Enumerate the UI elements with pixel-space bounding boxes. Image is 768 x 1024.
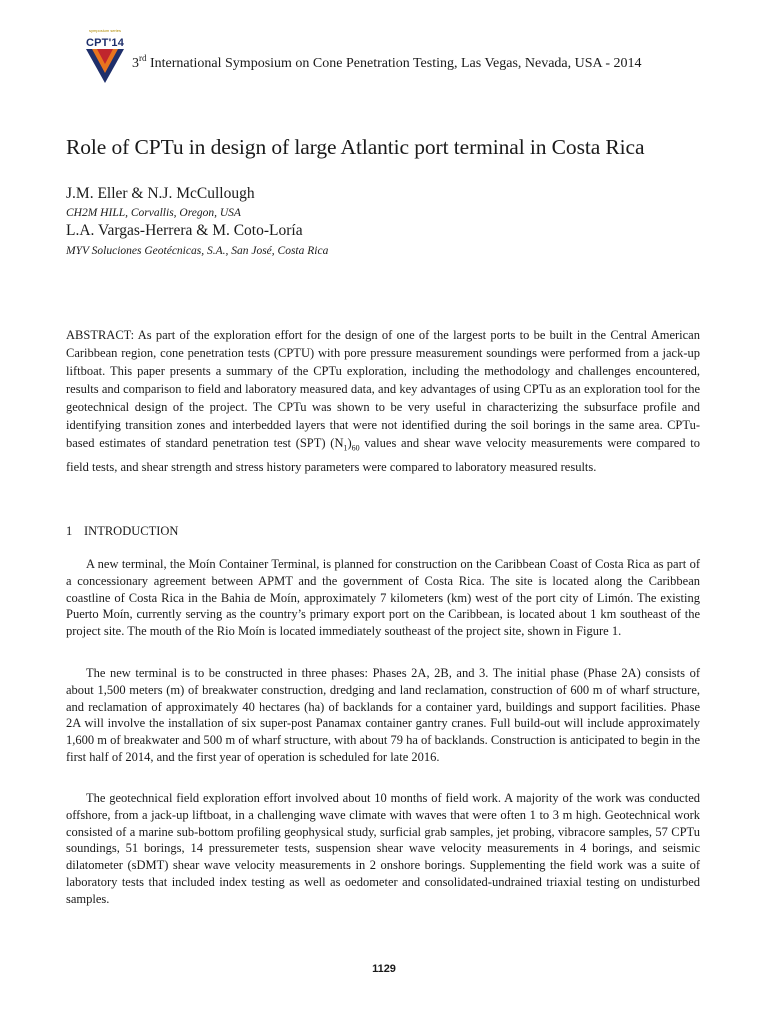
section-title: INTRODUCTION bbox=[84, 524, 179, 538]
authors-line-1: J.M. Eller & N.J. McCullough bbox=[66, 185, 255, 202]
paper-title: Role of CPTu in design of large Atlantic port terminal in Costa Rica bbox=[66, 135, 645, 159]
intro-paragraph-1: A new terminal, the Moín Container Terminal, is planned for construction on the Caribbean Coast of Costa Rica as part of a concessionary agreement between APMT and the government of Costa Rica. The site is located along the Caribbean coastline of Costa Rica in the Bahia de Moín, approximately 7 kilometers (km) west of the port city of Limón. The existing Puerto Moín, currently serving as the country’s primary export port on the Caribbean, is located about 1 km southeast of the project site. The mouth of the Rio Moín is located immediately southeast of the project site, shown in Figure 1. bbox=[66, 557, 700, 639]
abstract-text-part-2: ) bbox=[347, 436, 352, 450]
page-number: 1129 bbox=[372, 963, 396, 975]
abstract-subscript-1: 1 bbox=[343, 443, 348, 453]
affiliation-line-1: CH2M HILL, Corvallis, Oregon, USA bbox=[66, 207, 241, 219]
intro-paragraph-2: The new terminal is to be constructed in three phases: Phases 2A, 2B, and 3. The initial phase (Phase 2A) consists of about 1,500 meters (m) of breakwater construction, dredging and land reclamation, construction of 600 m of wharf structure, and reclamation of approximately 40 hectares (ha) of backlands for a container yard, buildings and support facilities. Phase 2A will involve the installation of six super-post Panamax container gantry cranes. Full build-out will include approximately 1,600 m of breakwater and 500 m of wharf structure, with about 79 ha of backlands. Construction is anticipated to begin in the first half of 2014, and the first year of operation is scheduled for late 2016. bbox=[66, 666, 700, 764]
symposium-ordinal-suffix: rd bbox=[139, 53, 147, 63]
abstract-text-part-3: values and shear wave velocity measurements were compared to field tests, and shear strength and stress history parameters were compared to laboratory measured results. bbox=[66, 436, 700, 474]
section-heading-introduction bbox=[66, 524, 178, 539]
intro-paragraph-3: The geotechnical field exploration effort involved about 10 months of field work. A majority of the work was conducted offshore, from a jack-up liftboat, in a challenging wave climate with waves that were often 1 to 3 m high. Geotechnical work consisted of a marine sub-bottom profiling geophysical study, surficial grab samples, jet probing, vibracore samples, 57 CPTu soundings, 51 borings, 14 pressuremeter tests, suspension shear wave velocity measurements in 4 borings, and seismic dilatometer (sDMT) shear wave velocity measurements in 2 onshore borings. Supplementing the field work was a suite of laboratory tests that included index testing as well as oedometer and consolidated-undrained triaxial testing on undisturbed samples. bbox=[66, 791, 700, 906]
authors-line-2: L.A. Vargas-Herrera & M. Coto-Loría bbox=[66, 222, 303, 239]
symposium-line bbox=[132, 53, 642, 72]
logo-chevron-icon bbox=[86, 49, 124, 83]
section-number: 1 bbox=[66, 524, 73, 538]
symposium-ordinal: 3 bbox=[132, 56, 139, 71]
page-header bbox=[68, 28, 708, 88]
abstract-subscript-60: 60 bbox=[351, 443, 360, 453]
logo-text: CPT'14 bbox=[85, 37, 125, 49]
symposium-text: International Symposium on Cone Penetration Testing, Las Vegas, Nevada, USA - 2014 bbox=[146, 56, 642, 71]
logo-subtext: symposium series bbox=[88, 28, 121, 33]
abstract-text-part-1: ABSTRACT: As part of the exploration effort for the design of one of the largest ports to be built in the Central American Caribbean region, cone penetration tests (CPTU) with pore pressure measurement soundings were performed from a jack-up liftboat. This paper presents a summary of the CPTu exploration, including the methodology and challenges encountered, results and comparison to field and laboratory measured data, and key advantages of using CPTu as an exploration tool for the geotechnical design of the project. The CPTu was shown to be very useful in characterizing the subsurface profile and identifying transition zones and interbedded layers that were not identified during the soil borings in the same area. CPTu-based estimates of standard penetration test (SPT) (N bbox=[66, 328, 700, 450]
affiliation-line-2: MYV Soluciones Geotécnicas, S.A., San José, Costa Rica bbox=[66, 245, 329, 257]
abstract bbox=[66, 326, 700, 476]
cpt14-logo bbox=[80, 28, 130, 84]
